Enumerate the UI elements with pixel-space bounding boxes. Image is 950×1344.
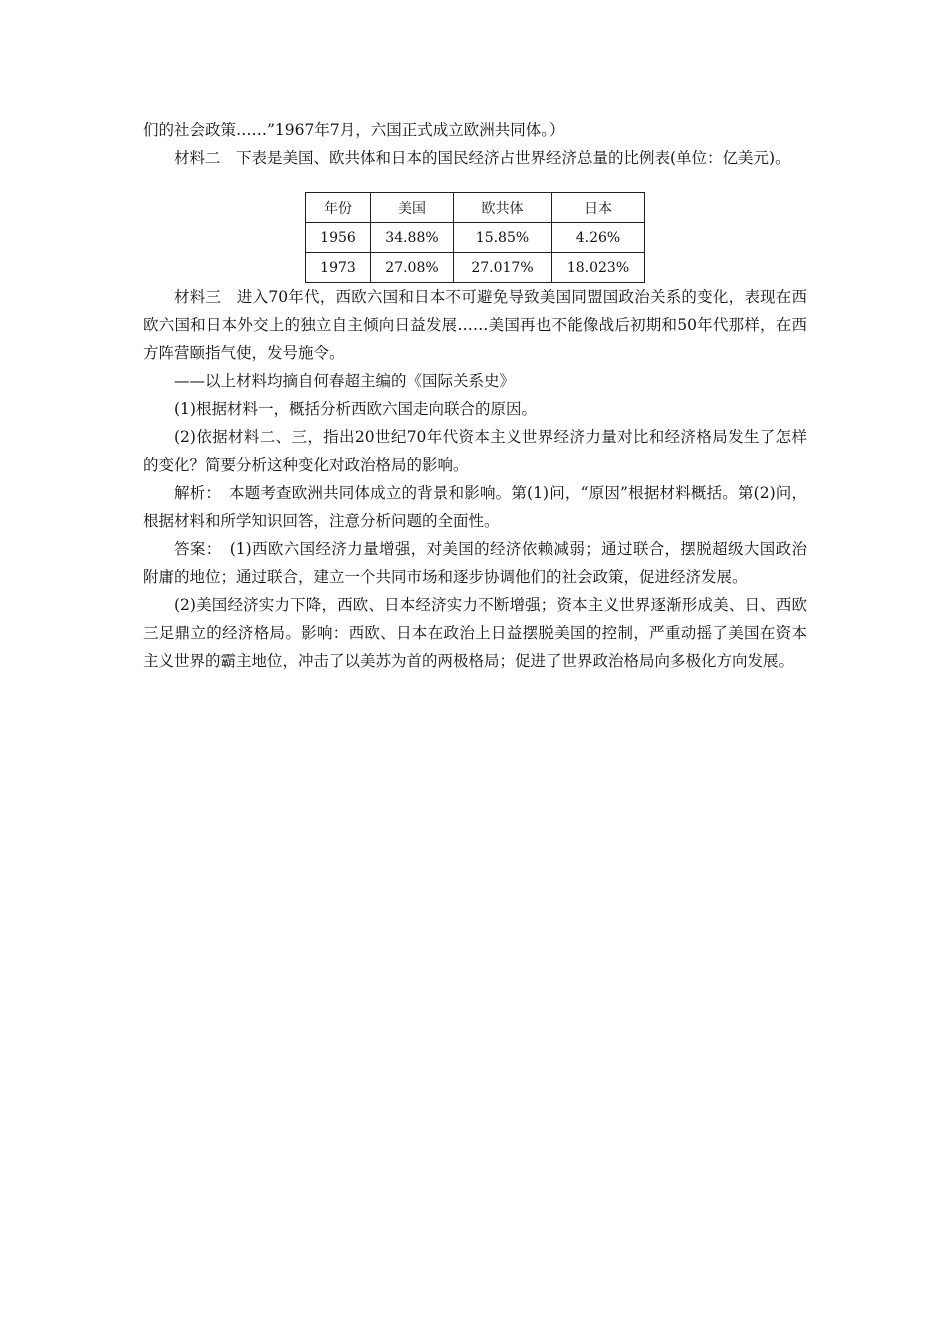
table-cell: 34.88% [371,223,454,253]
table-header-row [306,193,645,223]
table-cell: 27.08% [371,253,454,283]
paragraph-question-one: (1)根据材料一，概括分析西欧六国走向联合的原因。 [174,400,537,418]
table-cell: 15.85% [454,223,552,253]
paragraph-analysis: 解析： 本题考查欧洲共同体成立的背景和影响。第(1)问，“原因”根据材料概括。第(2)问，根据材料和所学知识回答，注意分析问题的全面性。 [143,484,807,530]
table-row [306,253,645,283]
paragraph-material-two: 材料二 下表是美国、欧共体和日本的国民经济占世界经济总量的比例表(单位：亿美元)。 [174,149,791,167]
table-header-cell: 美国 [371,193,454,223]
document-page [143,116,807,675]
paragraph-answer-one: 答案： (1)西欧六国经济力量增强，对美国的经济依赖减弱；通过联合，摆脱超级大国政治附庸的地位；通过联合，建立一个共同市场和逐步协调他们的社会政策，促进经济发展。 [143,540,807,586]
table-cell: 4.26% [552,223,645,253]
paragraph-question-two: (2)依据材料二、三，指出20世纪70年代资本主义世界经济力量对比和经济格局发生了怎样的变化？简要分析这种变化对政治格局的影响。 [143,428,807,474]
table-cell: 1956 [306,223,371,253]
table-header-cell: 年份 [306,193,371,223]
economy-share-table-wrap [305,192,645,283]
paragraph-answer-two: (2)美国经济实力下降，西欧、日本经济实力不断增强；资本主义世界逐渐形成美、日、西欧三足鼎立的经济格局。影响：西欧、日本在政治上日益摆脱美国的控制，严重动摇了美国在资本主义世界的霸主地位，冲击了以美苏为首的两极格局；促进了世界政治格局向多极化方向发展。 [143,596,807,670]
paragraph-source: ——以上材料均摘自何春超主编的《国际关系史》 [174,372,516,390]
table-header-cell: 日本 [552,193,645,223]
table-cell: 1973 [306,253,371,283]
table-cell: 18.023% [552,253,645,283]
paragraph-material-three: 材料三 进入70年代，西欧六国和日本不可避免导致美国同盟国政治关系的变化，表现在西欧六国和日本外交上的独立自主倾向日益发展……美国再也不能像战后初期和50年代那样，在西方阵营颐指气使，发号施令。 [143,288,807,362]
table-header-cell: 欧共体 [454,193,552,223]
table-row [306,223,645,253]
paragraph-continuation: 们的社会政策……”1967年7月，六国正式成立欧洲共同体。） [143,121,565,139]
table-cell: 27.017% [454,253,552,283]
economy-share-table [305,192,645,283]
